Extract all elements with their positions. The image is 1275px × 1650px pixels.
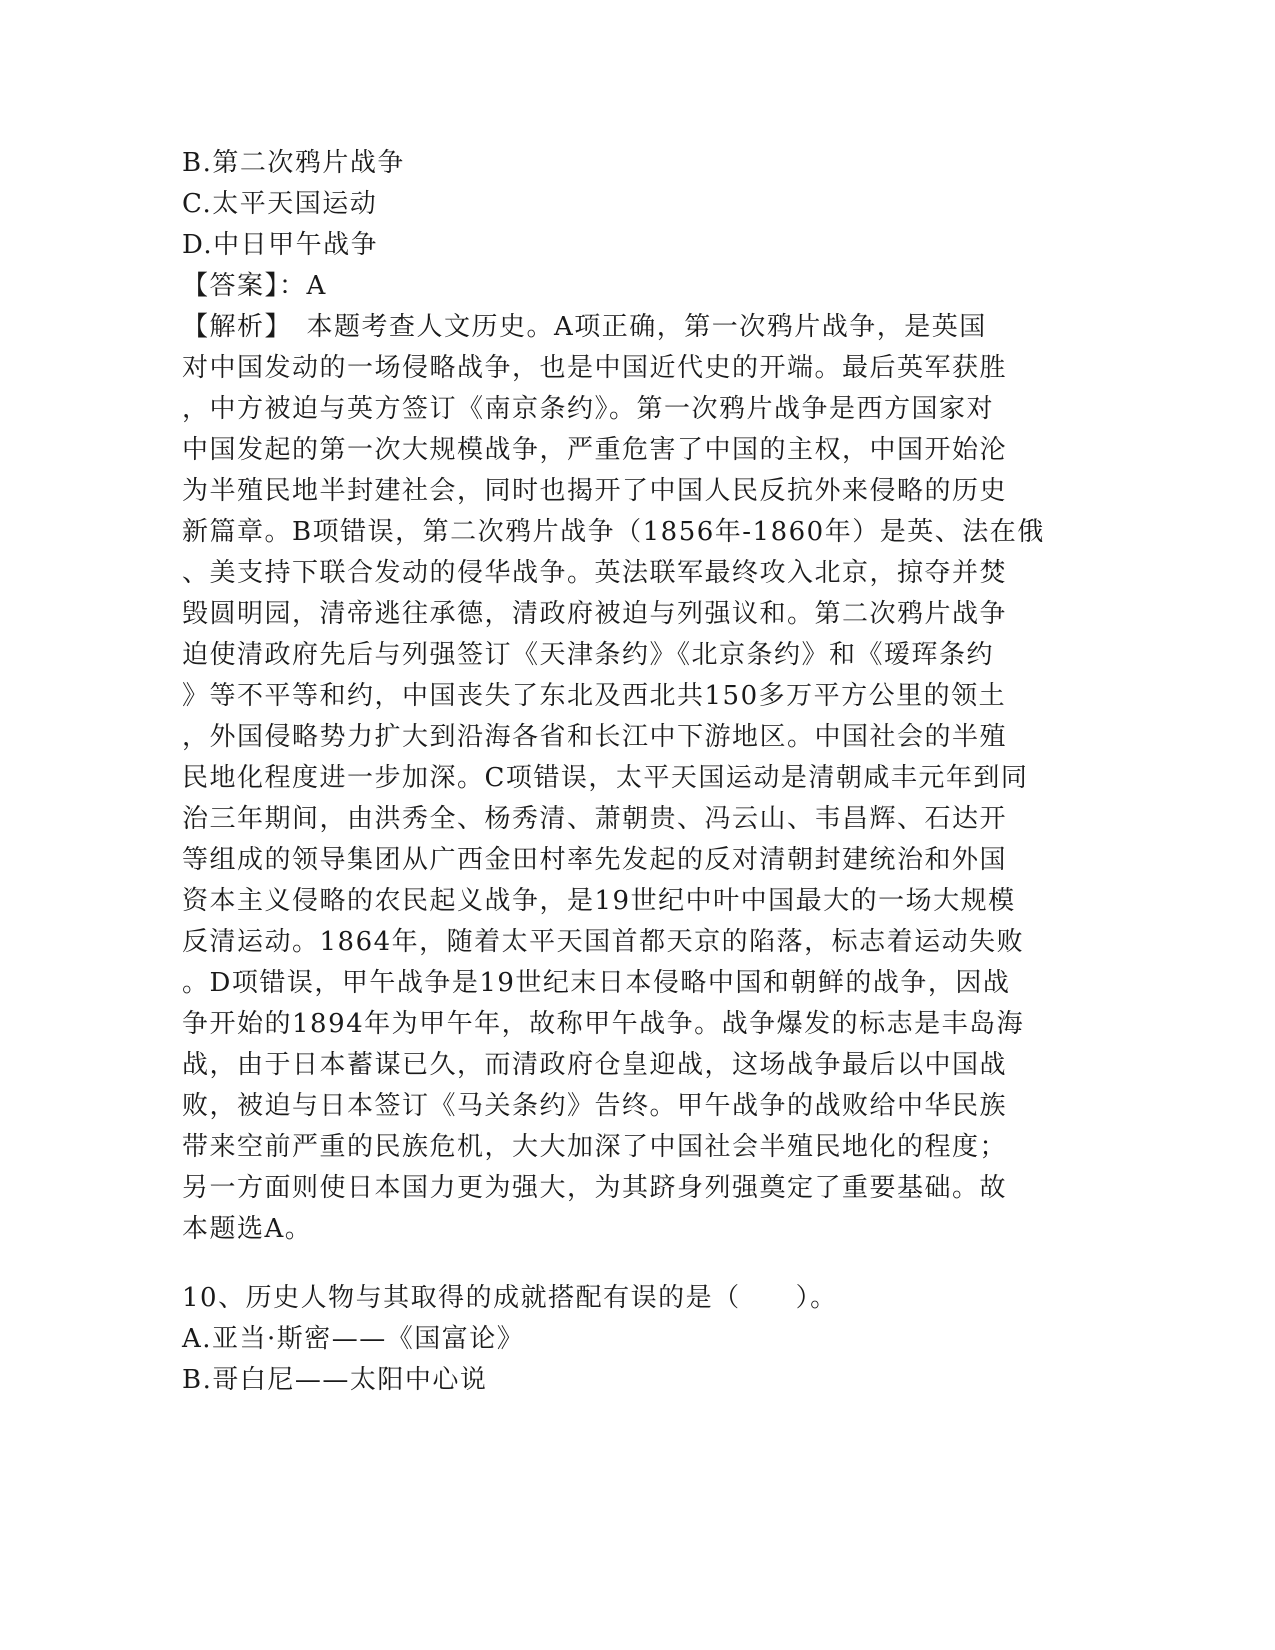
answer-line: 【答案】：A (182, 271, 327, 301)
explanation-line: 为半殖民地半封建社会，同时也揭开了中国人民反抗外来侵略的历史 (182, 476, 1008, 506)
explanation-line: 等组成的领导集团从广西金田村率先发起的反对清朝封建统治和外国 (182, 845, 1008, 875)
explanation-line: 。D项错误，甲午战争是19世纪末日本侵略中国和朝鲜的战争，因战 (182, 968, 1011, 998)
explanation-line: 毁圆明园，清帝逃往承德，清政府被迫与列强议和。第二次鸦片战争 (182, 599, 1008, 629)
explanation-line: 民地化程度进一步加深。C项错误，太平天国运动是清朝咸丰元年到同 (182, 763, 1029, 793)
explanation-line: 新篇章。B项错误，第二次鸦片战争（1856年-1860年）是英、法在俄 (182, 517, 1045, 547)
option-d: D.中日甲午战争 (182, 230, 379, 260)
option-a: A.亚当·斯密——《国富论》 (182, 1324, 525, 1354)
explanation-line: 本题选A。 (182, 1214, 313, 1244)
explanation-line: 带来空前严重的民族危机，大大加深了中国社会半殖民地化的程度； (182, 1132, 1008, 1162)
question-10-stem: 10、历史人物与其取得的成就搭配有误的是（ ）。 (182, 1283, 838, 1313)
option-b: B.哥白尼——太阳中心说 (182, 1365, 488, 1395)
option-b: B.第二次鸦片战争 (182, 148, 405, 178)
explanation-line: 中国发起的第一次大规模战争，严重危害了中国的主权，中国开始沦 (182, 435, 1008, 465)
explanation-line: 反清运动。1864年，随着太平天国首都天京的陷落，标志着运动失败 (182, 927, 1025, 957)
explanation-line: ，外国侵略势力扩大到沿海各省和长江中下游地区。中国社会的半殖 (182, 722, 1008, 752)
explanation-line: 、美支持下联合发动的侵华战争。英法联军最终攻入北京，掠夺并焚 (182, 558, 1008, 588)
explanation-line: ，中方被迫与英方签订《南京条约》。第一次鸦片战争是西方国家对 (182, 394, 995, 424)
explanation-line: 迫使清政府先后与列强签订《天津条约》《北京条约》和《瑷珲条约 (182, 640, 995, 670)
explanation-line: 治三年期间，由洪秀全、杨秀清、萧朝贵、冯云山、韦昌辉、石达开 (182, 804, 1008, 834)
explanation-line: 【解析】 本题考查人文历史。A项正确，第一次鸦片战争，是英国 (182, 312, 987, 342)
explanation-line: 对中国发动的一场侵略战争，也是中国近代史的开端。最后英军获胜 (182, 353, 1008, 383)
explanation-line: 资本主义侵略的农民起义战争，是19世纪中叶中国最大的一场大规模 (182, 886, 1016, 916)
explanation-line: 败，被迫与日本签订《马关条约》告终。甲午战争的战败给中华民族 (182, 1091, 1008, 1121)
option-c: C.太平天国运动 (182, 189, 378, 219)
explanation-line: 》等不平等和约，中国丧失了东北及西北共150多万平方公里的领土 (182, 681, 1007, 711)
explanation-line: 争开始的1894年为甲午年，故称甲午战争。战争爆发的标志是丰岛海 (182, 1009, 1025, 1039)
explanation-line: 另一方面则使日本国力更为强大，为其跻身列强奠定了重要基础。故 (182, 1173, 1008, 1203)
explanation-line: 战，由于日本蓄谋已久，而清政府仓皇迎战，这场战争最后以中国战 (182, 1050, 1008, 1080)
